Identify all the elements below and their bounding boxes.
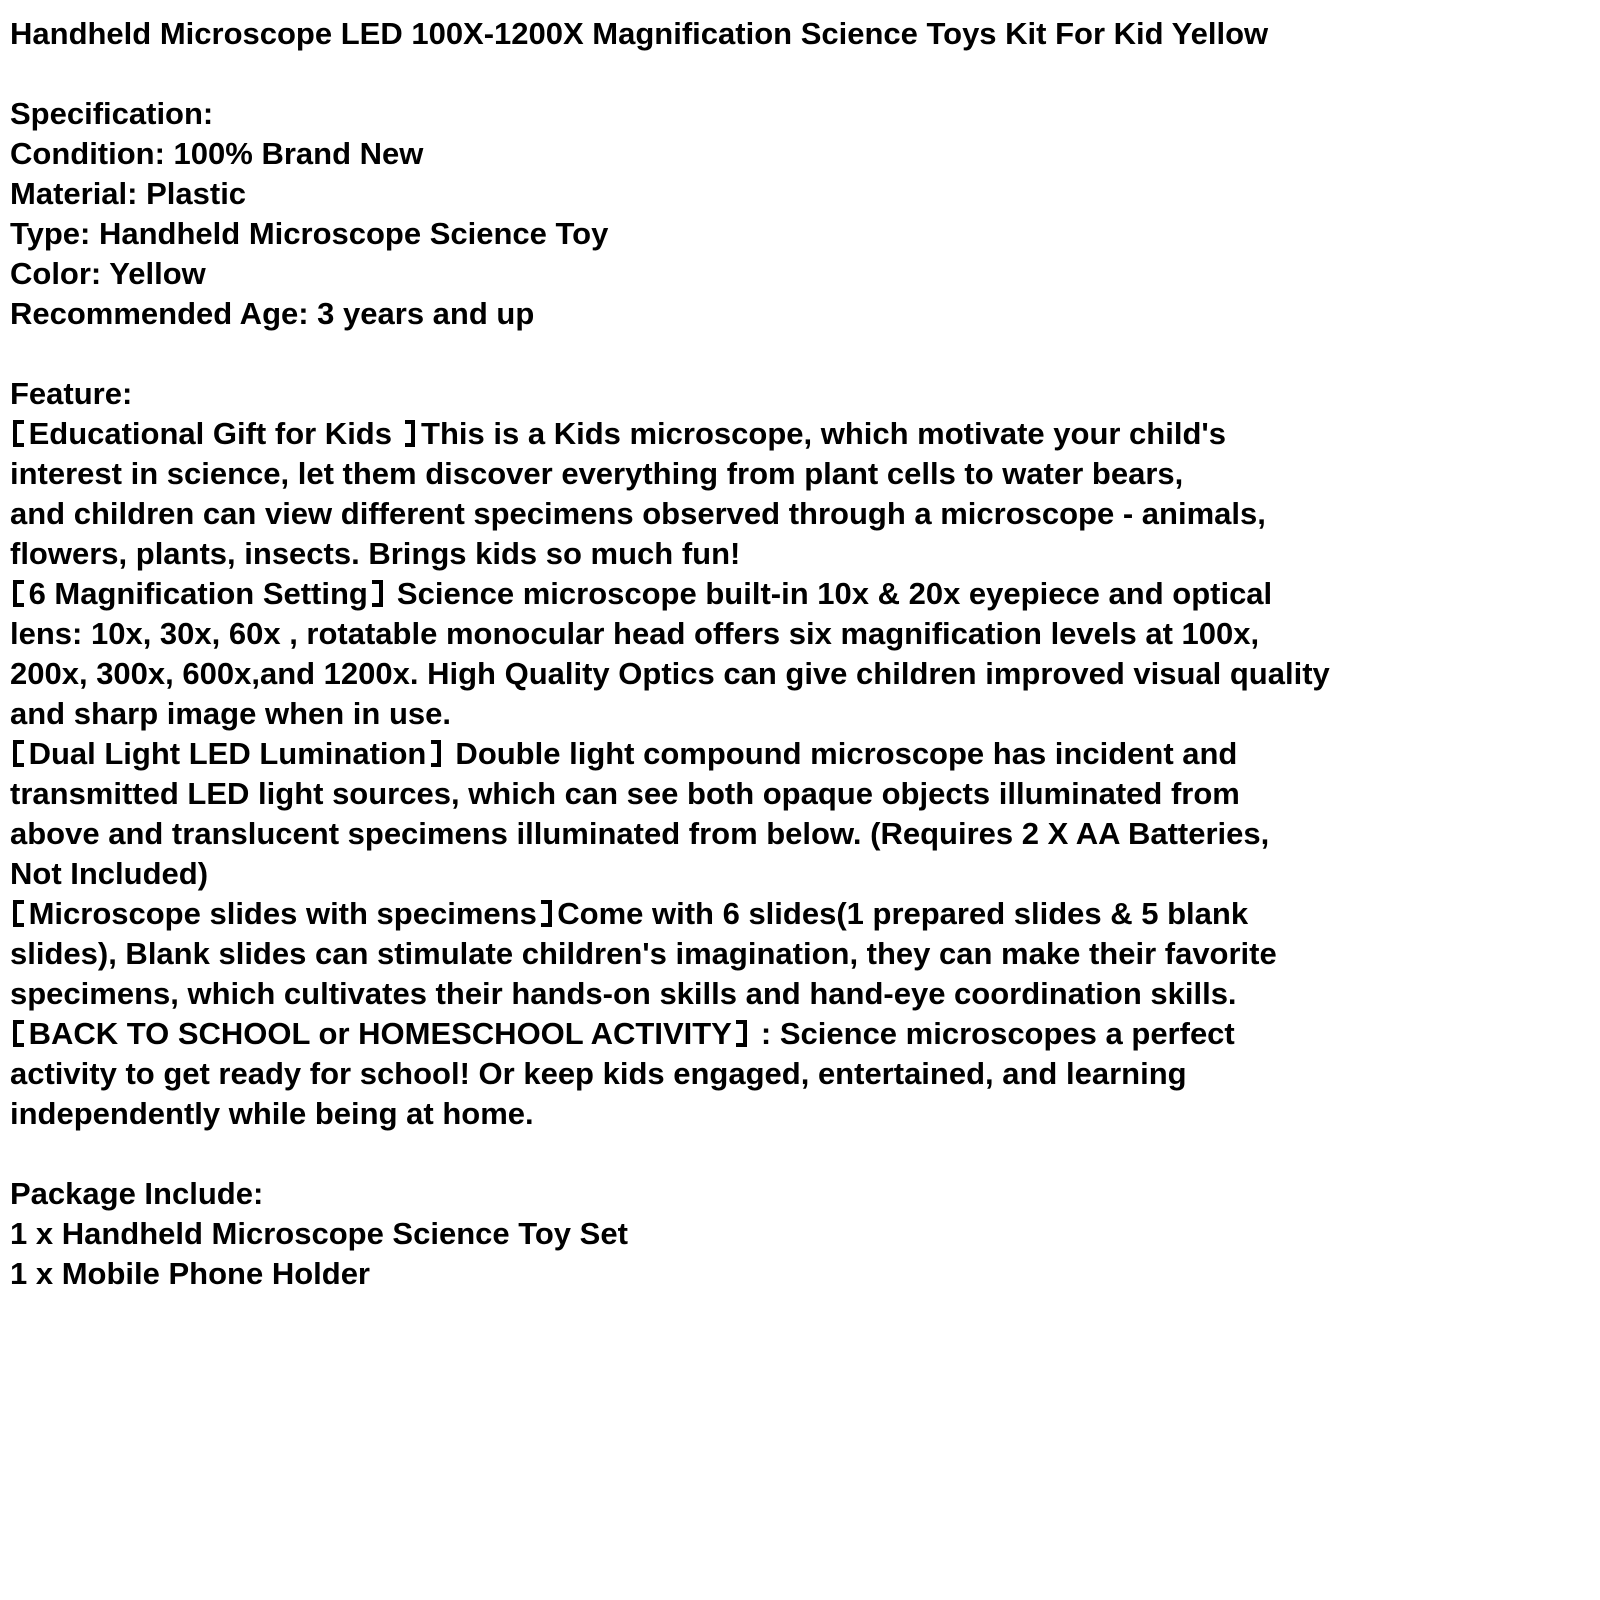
product-title: Handheld Microscope LED 100X-1200X Magnification Science Toys Kit For Kid Yellow <box>10 16 1269 51</box>
spec-condition: Condition: 100% Brand New <box>10 136 424 171</box>
cjk-bracket-open <box>13 1020 24 1047</box>
feature-line: transmitted LED light sources, which can see both opaque objects illuminated from <box>10 776 1240 811</box>
spec-recommended-age: Recommended Age: 3 years and up <box>10 296 535 331</box>
feature-line: flowers, plants, insects. Brings kids so much fun! <box>10 536 741 571</box>
feature-line: Dual Light LED Lumination Double light compound microscope has incident and <box>10 734 1592 774</box>
feature-line: and sharp image when in use. <box>10 696 451 731</box>
blank-line <box>10 334 1592 374</box>
cjk-bracket-close <box>736 1020 747 1047</box>
feature-line: Educational Gift for Kids This is a Kids microscope, which motivate your child's <box>10 414 1592 454</box>
cjk-bracket-open <box>13 580 24 607</box>
blank-line <box>10 54 1592 94</box>
feature-heading: Feature: <box>10 376 133 411</box>
spec-material: Material: Plastic <box>10 176 247 211</box>
package-include-heading: Package Include: <box>10 1176 264 1211</box>
cjk-bracket-open <box>13 900 24 927</box>
feature-line: Microscope slides with specimens Come with 6 slides(1 prepared slides & 5 blank <box>10 894 1592 934</box>
spec-color: Color: Yellow <box>10 256 206 291</box>
feature-line: and children can view different specimens observed through a microscope - animals, <box>10 496 1266 531</box>
blank-line <box>10 1134 1592 1174</box>
package-item-phone-holder: 1 x Mobile Phone Holder <box>10 1256 370 1291</box>
cjk-bracket-open <box>13 420 24 447</box>
cjk-bracket-close <box>405 420 416 447</box>
cjk-bracket-close <box>431 740 442 767</box>
feature-line: interest in science, let them discover everything from plant cells to water bears, <box>10 456 1184 491</box>
feature-line: above and translucent specimens illuminated from below. (Requires 2 X AA Batteries, <box>10 816 1270 851</box>
feature-line: 6 Magnification Setting Science microscope built-in 10x & 20x eyepiece and optical <box>10 574 1592 614</box>
cjk-bracket-close <box>541 900 552 927</box>
feature-line: Not Included) <box>10 856 209 891</box>
specification-heading: Specification: <box>10 96 214 131</box>
feature-line: activity to get ready for school! Or keep kids engaged, entertained, and learning <box>10 1056 1187 1091</box>
cjk-bracket-open <box>13 740 24 767</box>
spec-type: Type: Handheld Microscope Science Toy <box>10 216 609 251</box>
feature-line: independently while being at home. <box>10 1096 534 1131</box>
feature-line: BACK TO SCHOOL or HOMESCHOOL ACTIVITY : Science microscopes a perfect <box>10 1014 1592 1054</box>
feature-line: lens: 10x, 30x, 60x , rotatable monocular head offers six magnification levels at 100x, <box>10 616 1260 651</box>
package-item-microscope-set: 1 x Handheld Microscope Science Toy Set <box>10 1216 628 1251</box>
cjk-bracket-close <box>372 580 383 607</box>
feature-line: 200x, 300x, 600x,and 1200x. High Quality Optics can give children improved visual quality <box>10 656 1330 691</box>
feature-line: slides), Blank slides can stimulate children's imagination, they can make their favorite <box>10 936 1277 971</box>
feature-line: specimens, which cultivates their hands-on skills and hand-eye coordination skills. <box>10 976 1237 1011</box>
